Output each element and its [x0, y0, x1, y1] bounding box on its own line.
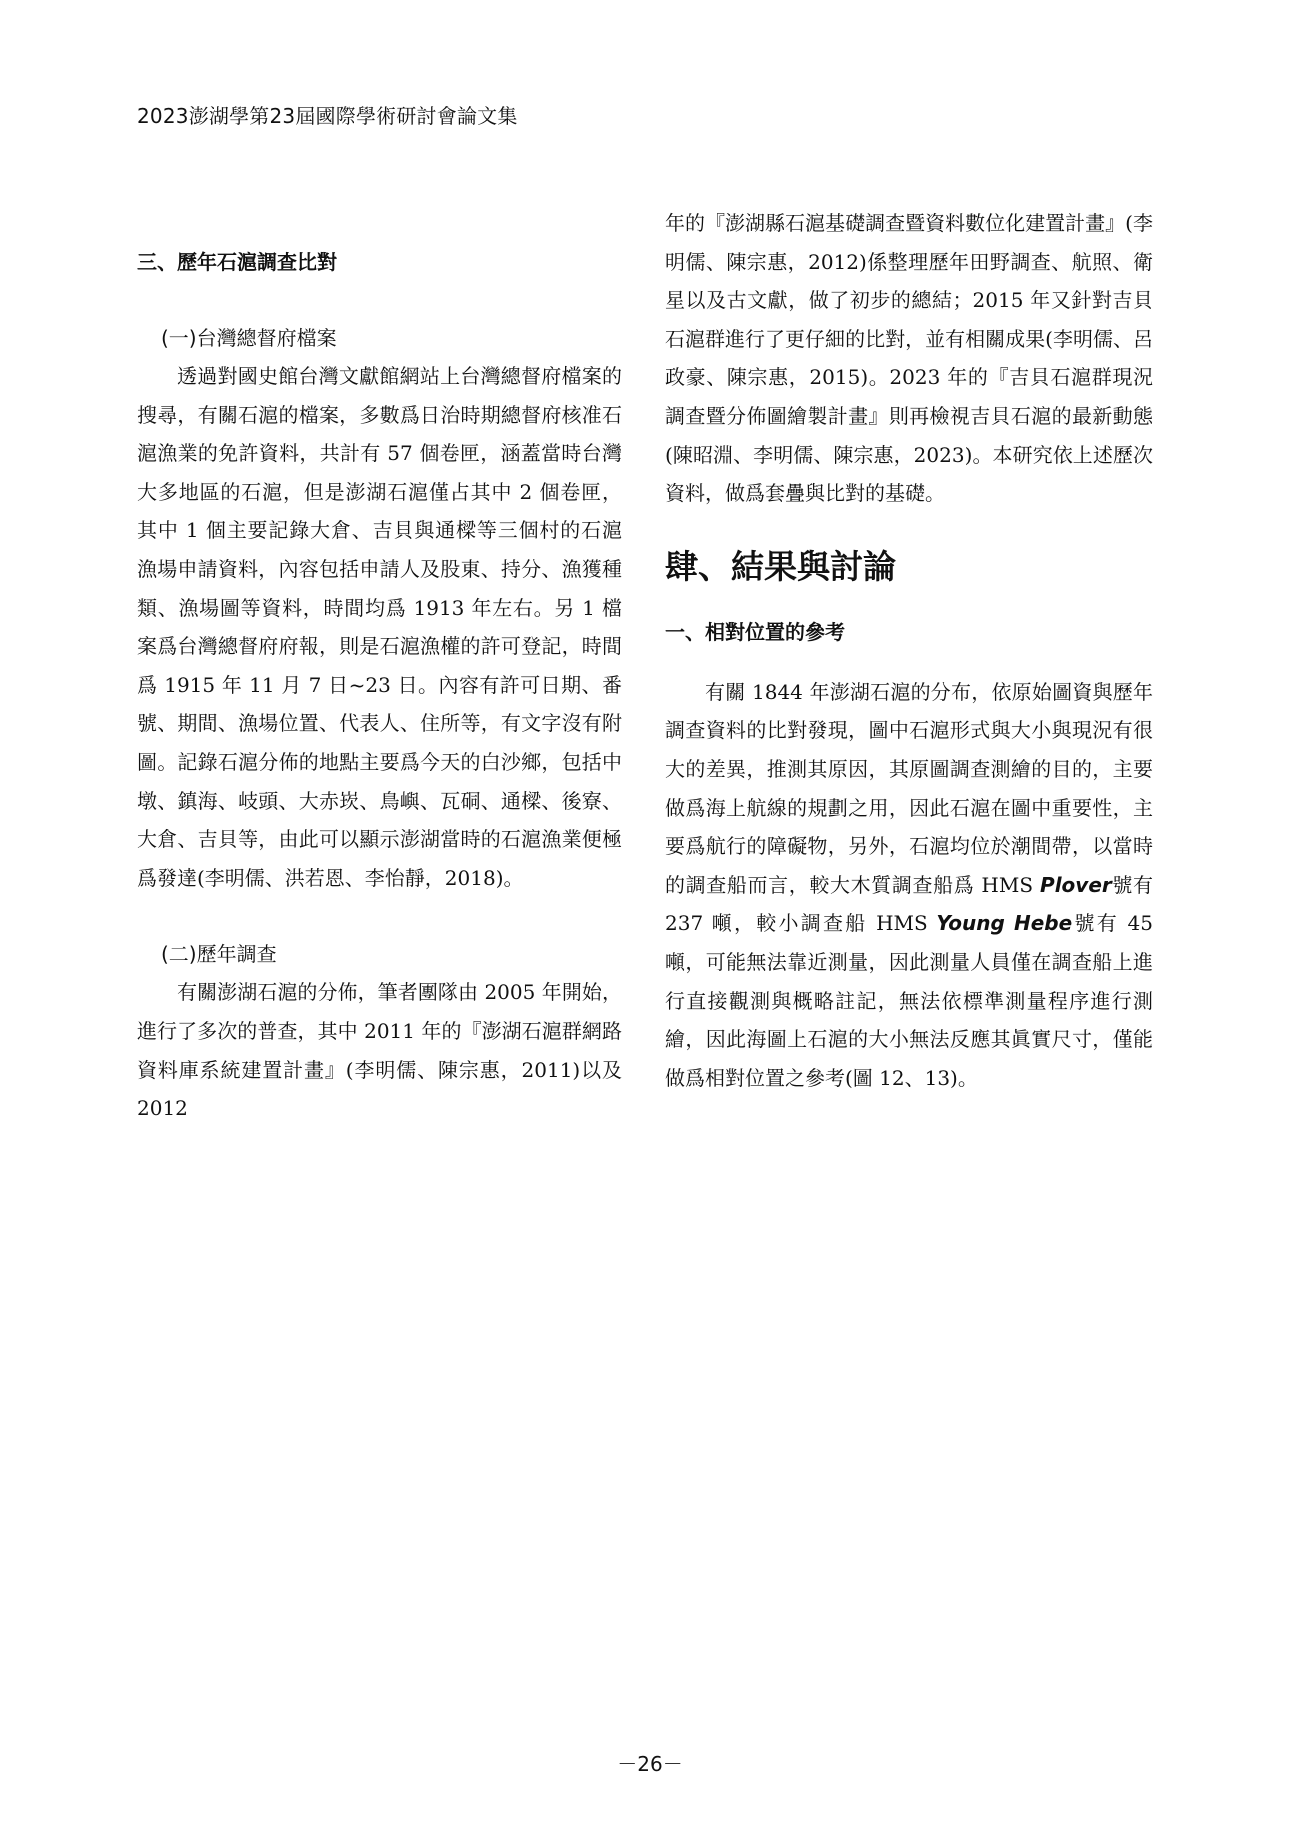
running-header: 2023澎湖學第23屆國際學術研討會論文集: [137, 104, 518, 128]
subsection-heading: (二)歷年調查: [161, 942, 277, 967]
page-number: －26－: [617, 1752, 683, 1776]
ship-name: Plover: [1040, 872, 1112, 897]
section-heading: 三、歷年石滬調查比對: [137, 250, 337, 274]
ship-name: Young Hebe: [936, 911, 1073, 936]
subsection-heading: (一)台灣總督府檔案: [161, 326, 337, 350]
body-paragraph: [665, 673, 1153, 1098]
body-paragraph-continued: 年的『澎湖縣石滬基礎調查暨資料數位化建置計畫』(李明儒、陳宗惠，2012)係整理歷年田野調查、航照、衛星以及古文獻，做了初步的總結；2015 年又針對吉貝石滬群進行了更仔細的比對，並有相關成果(李明儒、呂政豪、陳宗惠，2015)。2023 年的『吉貝石滬群現況調查暨分佈圖繪製計畫』則再檢視吉貝石滬的最新動態(陳昭淵、李明儒、陳宗惠，2023)。本研究依上述歷次資料，做爲套疊與比對的基礎。: [665, 211, 1153, 506]
right-column: [665, 204, 1153, 1097]
body-text: 號有 45 噸，可能無法靠近測量，因此測量人員僅在調查船上進行直接觀測與概略註記，無法依標準測量程序進行測繪，因此海圖上石滬的大小無法反應其眞實尺寸，僅能做爲相對位置之參考(圖 12、13)。: [665, 911, 1154, 1090]
left-column: [137, 243, 622, 1128]
body-paragraph: 透過對國史館台灣文獻館網站上台灣總督府檔案的搜尋，有關石滬的檔案，多數爲日治時期總督府核准石滬漁業的免許資料，共計有 57 個卷匣，涵蓋當時台灣大多地區的石滬，但是澎湖石滬僅占其中 2 個卷匣，其中 1 個主要記錄大倉、吉貝與通樑等三個村的石滬漁場申請資料，內容包括申請人及股東、持分、漁獲種類、漁場圖等資料，時間均爲 1913 年左右。另 1 檔案爲台灣總督府府報，則是石滬漁權的許可登記，時間爲 1915 年 11 月 7 日~23 日。內容有許可日期、番號、期間、漁場位置、代表人、住所等，有文字沒有附圖。記錄石滬分佈的地點主要爲今天的白沙鄉，包括中墩、鎮海、岐頭、大赤崁、鳥嶼、瓦硐、通樑、後寮、大倉、吉貝等，由此可以顯示澎湖當時的石滬漁業便極爲發達(李明儒、洪若恩、李怡靜，2018)。: [137, 364, 622, 890]
body-text: 有關 1844 年澎湖石滬的分布，依原始圖資與歷年調查資料的比對發現，圖中石滬形式與大小與現況有很大的差異，推測其原因，其原圖調查測繪的目的，主要做爲海上航線的規劃之用，因此石滬在圖中重要性，主要爲航行的障礙物，另外，石滬均位於潮間帶，以當時的調查船而言，較大木質調查船爲 HMS: [665, 679, 1153, 897]
body-paragraph: 有關澎湖石滬的分佈，筆者團隊由 2005 年開始，進行了多次的普查，其中 2011 年的『澎湖石滬群網路資料庫系統建置計畫』(李明儒、陳宗惠，2011)以及 2012: [137, 980, 622, 1121]
chapter-heading: 肆、結果與討論: [665, 546, 896, 586]
section-heading: 一、相對位置的參考: [665, 619, 845, 644]
body-text: 號有 237 噸，較小調查船 HMS: [665, 872, 1154, 936]
